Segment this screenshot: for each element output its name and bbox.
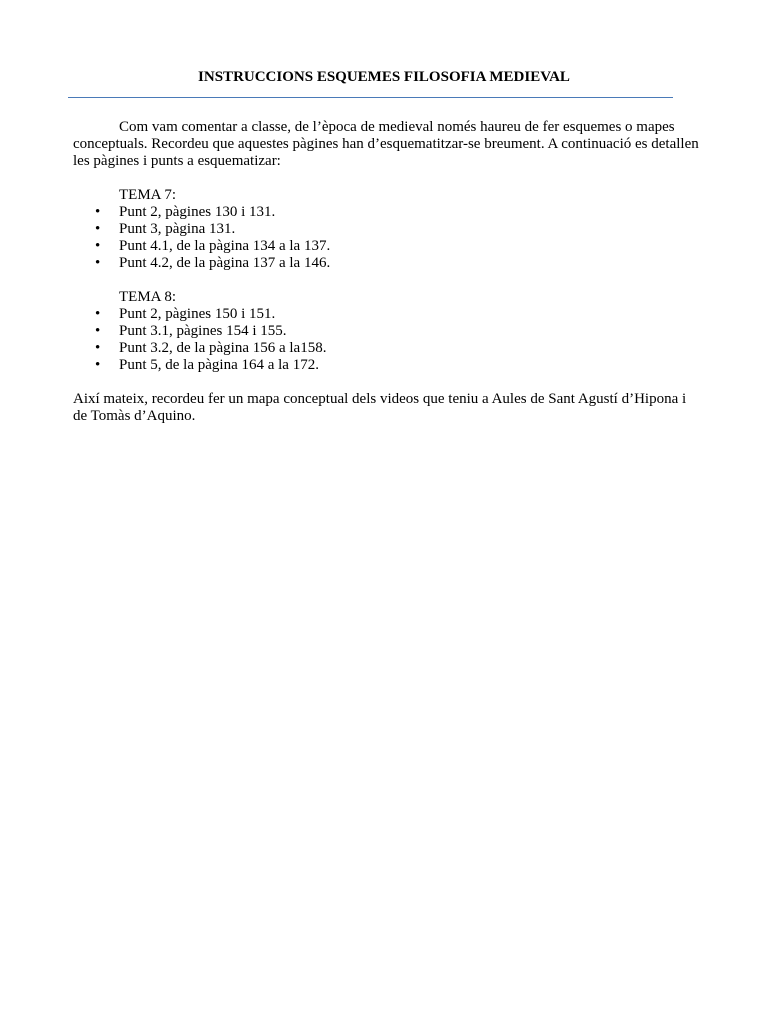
list-item (73, 221, 703, 238)
list-item-text: Punt 5, de la pàgina 164 a la 172. (119, 357, 319, 373)
list-item (73, 357, 703, 374)
list-item-text: Punt 3, pàgina 131. (119, 221, 236, 237)
intro-paragraph: Com vam comentar a classe, de l’època de medieval només haureu de fer esquemes o mapes conceptuals. Recordeu que aquestes pàgines han d’esquematitzar-se breument. A continuació es detallen les pàgines i punts a esquematizar: (73, 119, 699, 169)
list-item (73, 340, 703, 357)
bullet-icon: • (95, 204, 101, 220)
bullet-icon: • (95, 357, 101, 373)
list-item-text: Punt 3.2, de la pàgina 156 a la158. (119, 340, 327, 356)
bullet-icon: • (95, 306, 101, 322)
bullet-icon: • (95, 221, 101, 237)
list-item (73, 255, 703, 272)
section-tema-7 (73, 187, 703, 272)
list-item-text: Punt 3.1, pàgines 154 i 155. (119, 323, 287, 339)
bullet-list (73, 306, 703, 374)
list-item-text: Punt 4.2, de la pàgina 137 a la 146. (119, 255, 331, 271)
document-body (73, 119, 703, 425)
bullet-icon: • (95, 323, 101, 339)
list-item-text: Punt 2, pàgines 150 i 151. (119, 306, 276, 322)
list-item (73, 323, 703, 340)
bullet-icon: • (95, 340, 101, 356)
title-divider (68, 97, 673, 98)
closing-paragraph: Així mateix, recordeu fer un mapa conceptual dels videos que teniu a Aules de Sant Agustí d’Hipona i de Tomàs d’Aquino. (73, 391, 687, 424)
section-tema-8 (73, 289, 703, 374)
list-item (73, 204, 703, 221)
bullet-icon: • (95, 255, 101, 271)
document-title: INSTRUCCIONS ESQUEMES FILOSOFIA MEDIEVAL (198, 69, 570, 85)
section-heading: TEMA 8: (119, 289, 177, 305)
bullet-icon: • (95, 238, 101, 254)
list-item-text: Punt 4.1, de la pàgina 134 a la 137. (119, 238, 331, 254)
list-item (73, 306, 703, 323)
list-item (73, 238, 703, 255)
section-heading: TEMA 7: (119, 187, 177, 203)
bullet-list (73, 204, 703, 272)
list-item-text: Punt 2, pàgines 130 i 131. (119, 204, 276, 220)
